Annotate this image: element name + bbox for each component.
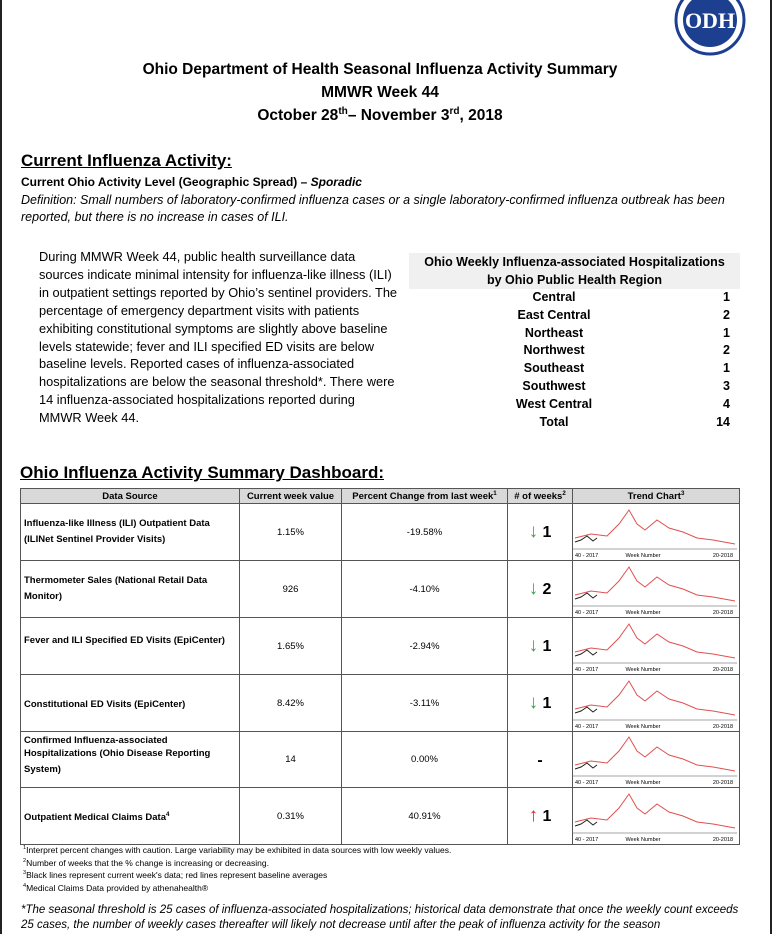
hosp-region: Central bbox=[532, 290, 576, 304]
data-source-name: Thermometer Sales (National Retail Data Monitor) bbox=[24, 575, 208, 603]
percent-change-cell bbox=[342, 788, 508, 845]
percent-change: -4.10% bbox=[409, 583, 440, 595]
footnote-text: Number of weeks that the % change is increasing or decreasing. bbox=[26, 857, 269, 868]
dashboard-row bbox=[21, 618, 740, 675]
dashboard-row bbox=[21, 732, 740, 788]
weeks-cell bbox=[508, 732, 573, 788]
date-end-sup: rd bbox=[449, 106, 460, 117]
arrow-down-icon: ↓ bbox=[528, 635, 539, 656]
current-value-cell bbox=[240, 504, 342, 561]
summary-paragraph: During MMWR Week 44, public health surveillance data sources indicate minimal intensity for influenza-like illness (ILI) in outpatient settings reported by Ohio’s sentinel providers. The percentage of emergency department visits with patients exhibiting constitutional symptoms are slightly above baseline levels statewide; fever and ILI specified ED visits are below baseline levels. Reported cases of influenza-associated hospitalizations are below the seasonal threshold*. There were 14 influenza-associated hospitalizations reported during MMWR Week 44. bbox=[39, 249, 398, 426]
baseline-line bbox=[575, 737, 735, 771]
col-trend-chart-label: Trend Chart bbox=[627, 491, 681, 503]
trend-label-start: 40 - 2017 bbox=[575, 723, 599, 730]
trend-label-start: 40 - 2017 bbox=[575, 779, 599, 786]
data-source-cell bbox=[21, 675, 240, 732]
hosp-count: 14 bbox=[716, 414, 730, 429]
dashboard-row bbox=[21, 504, 740, 561]
percent-change: -3.11% bbox=[409, 697, 440, 709]
col-current-value: Current week value bbox=[240, 489, 342, 504]
col-percent-change-sup: 1 bbox=[493, 489, 497, 497]
current-value-cell bbox=[240, 561, 342, 618]
current-value: 1.65% bbox=[277, 640, 304, 652]
col-data-source: Data Source bbox=[21, 489, 240, 504]
trend-label-middle: Week Number bbox=[625, 779, 661, 786]
percent-change-cell bbox=[342, 675, 508, 732]
trend-chart bbox=[573, 733, 737, 787]
hosp-row-northwest bbox=[409, 343, 740, 361]
threshold-footnote: *The seasonal threshold is 25 cases of influenza-associated hospitalizations; historical data demonstrate that once the weekly count exceeds 25 cases, the number of weekly cases thereafter will likely not decrease until after the peak of influenza activity for the season bbox=[21, 904, 739, 931]
weeks-count: 1 bbox=[542, 808, 552, 825]
trend-label-start: 40 - 2017 bbox=[575, 666, 599, 673]
hosp-count: 2 bbox=[723, 343, 730, 358]
percent-change: -19.58% bbox=[406, 526, 443, 538]
baseline-line bbox=[575, 510, 735, 544]
trend-chart bbox=[573, 562, 737, 617]
footnote-marker: 3 bbox=[23, 870, 27, 877]
weeks-cell bbox=[508, 618, 573, 675]
hosp-region: Southwest bbox=[522, 379, 586, 393]
dashboard-body bbox=[21, 504, 740, 845]
hosp-region: Total bbox=[539, 414, 569, 429]
hosp-region: Southeast bbox=[523, 361, 585, 376]
weeks-count: 1 bbox=[542, 695, 552, 712]
trend-label-middle: Week Number bbox=[625, 723, 661, 730]
current-value: 926 bbox=[282, 583, 299, 595]
trend-label-start: 40 - 2017 bbox=[575, 552, 599, 559]
date-dash: – November 3 bbox=[347, 107, 450, 125]
trend-label-end: 20-2018 bbox=[712, 666, 733, 673]
footnote-4 bbox=[23, 881, 451, 894]
arrow-down-icon: ↓ bbox=[528, 692, 539, 713]
data-source-cell bbox=[21, 561, 240, 618]
dashboard-footnotes bbox=[23, 843, 451, 894]
hosp-count: 1 bbox=[723, 290, 730, 304]
baseline-line bbox=[575, 794, 735, 828]
trend-label-end: 20-2018 bbox=[712, 552, 733, 559]
col-trend-chart bbox=[573, 489, 740, 504]
footnote-marker: 4 bbox=[23, 882, 27, 889]
footnote-1 bbox=[23, 843, 451, 856]
hospitalizations-title bbox=[409, 253, 740, 289]
baseline-line bbox=[575, 567, 735, 601]
dashboard-row bbox=[21, 788, 740, 845]
current-value: 14 bbox=[285, 754, 296, 765]
hosp-count: 3 bbox=[723, 379, 730, 393]
activity-level bbox=[21, 175, 362, 189]
percent-change: 0.00% bbox=[411, 754, 438, 765]
page-border-left bbox=[0, 0, 2, 934]
footnote-3 bbox=[23, 868, 451, 881]
trend-chart-cell bbox=[573, 732, 740, 788]
trend-chart-cell bbox=[573, 675, 740, 732]
footnote-marker: 2 bbox=[23, 857, 27, 864]
arrow-down-icon: ↓ bbox=[528, 578, 539, 599]
percent-change-cell bbox=[342, 561, 508, 618]
trend-label-start: 40 - 2017 bbox=[575, 609, 599, 616]
current-value: 0.31% bbox=[277, 810, 304, 822]
trend-label-end: 20-2018 bbox=[712, 609, 733, 616]
dashboard-header-row bbox=[21, 489, 740, 504]
hosp-row-west-central bbox=[409, 397, 740, 415]
trend-chart bbox=[573, 676, 737, 731]
activity-level-label: Current Ohio Activity Level (Geographic Spread) – bbox=[21, 175, 311, 189]
col-weeks bbox=[508, 489, 573, 504]
data-source-name: Confirmed Influenza-associated Hospitalizations (Ohio Disease Reporting System) bbox=[24, 735, 211, 776]
trend-label-middle: Week Number bbox=[625, 836, 661, 843]
weeks-count: 1 bbox=[542, 638, 552, 655]
hosp-region: Northeast bbox=[524, 325, 584, 340]
percent-change: 40.91% bbox=[408, 810, 441, 822]
current-value-cell bbox=[240, 788, 342, 845]
percent-change: -2.94% bbox=[409, 640, 440, 652]
hosp-region: East Central bbox=[517, 307, 591, 322]
hospitalizations-title-line1: Ohio Weekly Influenza-associated Hospitalizations bbox=[424, 255, 725, 269]
col-percent-change bbox=[342, 489, 508, 504]
page-border-right bbox=[770, 0, 772, 934]
percent-change-cell bbox=[342, 618, 508, 675]
trend-label-end: 20-2018 bbox=[712, 723, 733, 730]
logo-text: ODH bbox=[684, 8, 736, 33]
trend-label-end: 20-2018 bbox=[712, 779, 733, 786]
trend-chart bbox=[573, 789, 737, 844]
data-source-name: Influenza-like Illness (ILI) Outpatient Data (ILINet Sentinel Provider Visits) bbox=[24, 518, 210, 546]
report-title: Ohio Department of Health Seasonal Influenza Activity Summary bbox=[142, 61, 618, 78]
dashboard-row bbox=[21, 675, 740, 732]
current-value: 1.15% bbox=[277, 526, 304, 538]
arrow-down-icon: ↓ bbox=[528, 521, 539, 542]
weeks-count: - bbox=[537, 751, 543, 769]
report-week: MMWR Week 44 bbox=[321, 84, 439, 101]
weeks-cell bbox=[508, 788, 573, 845]
current-value: 8.42% bbox=[277, 697, 304, 709]
date-year: , 2018 bbox=[459, 107, 503, 125]
trend-chart-cell bbox=[573, 561, 740, 618]
hosp-region: West Central bbox=[515, 396, 593, 411]
trend-chart-cell bbox=[573, 788, 740, 845]
weeks-count: 1 bbox=[542, 524, 552, 541]
current-activity-heading: Current Influenza Activity: bbox=[21, 151, 232, 170]
trend-label-start: 40 - 2017 bbox=[575, 836, 599, 843]
hosp-count: 1 bbox=[723, 361, 730, 376]
trend-chart-cell bbox=[573, 504, 740, 561]
report-dates bbox=[0, 106, 760, 125]
current-value-cell bbox=[240, 675, 342, 732]
col-weeks-sup: 2 bbox=[562, 489, 566, 497]
hosp-row-total bbox=[409, 415, 740, 433]
data-source-cell bbox=[21, 788, 240, 845]
data-source-cell bbox=[21, 618, 240, 675]
hosp-row-southwest bbox=[409, 379, 740, 397]
data-source-cell bbox=[21, 504, 240, 561]
hosp-count: 2 bbox=[723, 307, 730, 322]
data-source-name: Constitutional ED Visits (EpiCenter) bbox=[24, 699, 186, 711]
trend-label-middle: Week Number bbox=[625, 552, 661, 559]
weeks-count: 2 bbox=[542, 581, 552, 598]
hosp-row-northeast bbox=[409, 326, 740, 344]
odh-logo bbox=[664, 0, 756, 58]
percent-change-cell bbox=[342, 504, 508, 561]
weeks-cell bbox=[508, 504, 573, 561]
dashboard-table bbox=[20, 488, 740, 845]
footnote-text: Black lines represent current week's data; red lines represent baseline averages bbox=[26, 870, 328, 881]
trend-label-middle: Week Number bbox=[625, 609, 661, 616]
hosp-row-central bbox=[409, 290, 740, 308]
hosp-count: 1 bbox=[723, 325, 730, 340]
hosp-count: 4 bbox=[723, 396, 730, 411]
data-source-sup: 4 bbox=[166, 810, 170, 818]
trend-chart-cell bbox=[573, 618, 740, 675]
col-trend-chart-sup: 3 bbox=[680, 489, 685, 497]
hosp-region: Northwest bbox=[523, 343, 585, 358]
activity-level-value: Sporadic bbox=[310, 175, 362, 189]
data-source-cell bbox=[21, 732, 240, 788]
hosp-row-east-central bbox=[409, 308, 740, 326]
col-percent-change-label: Percent Change from last week bbox=[352, 491, 494, 503]
current-value-cell bbox=[240, 618, 342, 675]
arrow-up-icon: ↑ bbox=[528, 805, 539, 826]
trend-chart bbox=[573, 505, 737, 560]
baseline-line bbox=[575, 624, 735, 658]
footnote-text: Interpret percent changes with caution. Large variability may be exhibited in data sources with low weekly values. bbox=[26, 844, 452, 855]
current-value-cell bbox=[240, 732, 342, 788]
date-start: October 28 bbox=[257, 107, 339, 125]
footnote-marker: 1 bbox=[23, 845, 27, 851]
baseline-line bbox=[575, 681, 735, 715]
activity-definition: Definition: Small numbers of laboratory-confirmed influenza cases or a single laboratory-confirmed influenza outbreak has been reported, but there is no increase in cases of ILI. bbox=[21, 193, 725, 224]
hosp-row-southeast bbox=[409, 361, 740, 379]
weeks-cell bbox=[508, 675, 573, 732]
hospitalizations-title-line2: by Ohio Public Health Region bbox=[486, 273, 662, 287]
data-source-name: Fever and ILI Specified ED Visits (EpiCenter) bbox=[24, 635, 225, 647]
dashboard-row bbox=[21, 561, 740, 618]
dashboard-heading: Ohio Influenza Activity Summary Dashboard: bbox=[20, 463, 384, 482]
col-weeks-label: # of weeks bbox=[514, 491, 563, 503]
trend-label-middle: Week Number bbox=[625, 666, 661, 673]
trend-chart bbox=[573, 619, 737, 674]
date-start-sup: th bbox=[338, 106, 348, 117]
trend-label-end: 20-2018 bbox=[712, 836, 733, 843]
footnote-text: Medical Claims Data provided by athenahealth® bbox=[26, 882, 209, 893]
data-source-name: Outpatient Medical Claims Data bbox=[24, 812, 167, 824]
weeks-cell bbox=[508, 561, 573, 618]
percent-change-cell bbox=[342, 732, 508, 788]
footnote-2 bbox=[23, 856, 451, 869]
